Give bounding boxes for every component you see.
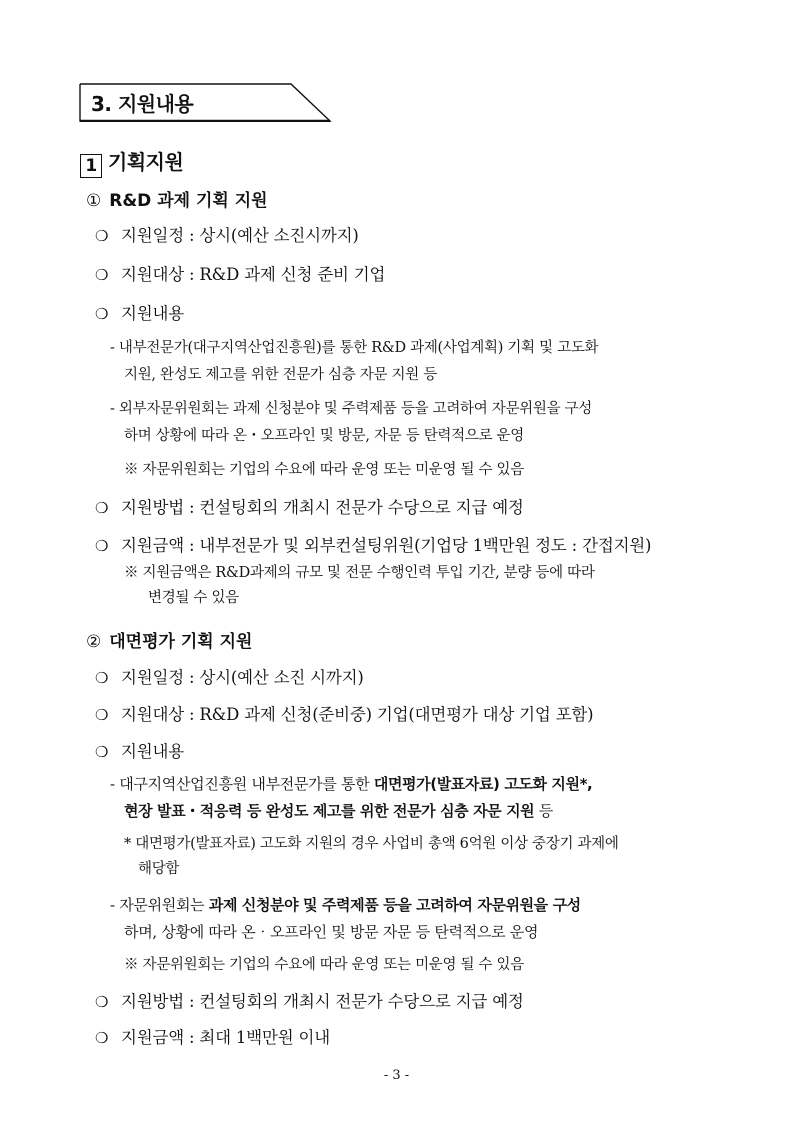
bullet-icon: ❍ <box>95 305 109 323</box>
section-header-box <box>79 83 331 121</box>
part1-content-label: 지원내용 <box>121 304 184 323</box>
subsection-number-box: 1 <box>80 154 102 178</box>
bullet-icon: ❍ <box>95 266 109 284</box>
part2-dash2-emphasis-b: 과제 신청분야 및 주력제품 등을 고려하여 자문위원을 구성 <box>208 896 581 914</box>
part1-number: ① <box>86 191 102 211</box>
bullet-icon: ❍ <box>95 227 109 245</box>
part2-schedule-text: 지원일정 : 상시(예산 소진 시까지) <box>121 668 364 687</box>
part2-dash2-line1 <box>110 892 581 919</box>
part1-schedule-text: 지원일정 : 상시(예산 소진시까지) <box>121 226 359 245</box>
part2-target-text: 지원대상 : R&D 과제 신청(준비중) 기업(대면평가 대상 기업 포함) <box>121 705 594 724</box>
part2-method <box>95 988 524 1012</box>
part2-dash2-line2: 하며, 상황에 따라 온‧오프라인 및 방문 자문 등 탄력적으로 운영 <box>124 923 539 941</box>
part1-heading <box>86 186 268 211</box>
part1-schedule <box>95 222 359 246</box>
subsection-title: 기획지원 <box>108 150 184 174</box>
subsection-heading <box>80 146 183 178</box>
part1-target-text: 지원대상 : R&D 과제 신청 준비 기업 <box>121 265 386 284</box>
part1-dash2-line1: - 외부자문위원회는 과제 신청분야 및 주력제품 등을 고려하여 자문위원을 구성 <box>110 401 593 417</box>
part2-dash1-line2 <box>110 798 592 825</box>
part2-dash1-emphasis-c: 현장 발표・적응력 등 완성도 제고를 위한 전문가 심층 자문 지원 <box>124 802 535 820</box>
part1-content <box>95 300 184 324</box>
part2-note-star-line1: * 대면평가(발표자료) 고도화 지원의 경우 사업비 총액 6억원 이상 중장기 과제에 <box>124 836 619 852</box>
part1-note2 <box>124 561 595 611</box>
part2-method-text: 지원방법 : 컨설팅회의 개최시 전문가 수당으로 지급 예정 <box>121 992 524 1011</box>
part2-dash1-text-a: - 대구지역산업진흥원 내부전문가를 통한 <box>110 775 374 793</box>
part1-amount-text: 지원금액 : 내부전문가 및 외부컨설팅위원(기업당 1백만원 정도 : 간접지원) <box>121 536 652 555</box>
part1-note2-line1: ※ 지원금액은 R&D과제의 규모 및 전문 수행인력 투입 기간, 분량 등에 따라 <box>124 565 595 581</box>
bullet-icon: ❍ <box>95 993 109 1011</box>
part1-dash2 <box>110 396 592 450</box>
part2-content-label: 지원내용 <box>121 742 184 761</box>
part1-dash1-line1: - 내부전문가(대구지역산업진흥원)를 통한 R&D 과제(사업계획) 기획 및 고도화 <box>110 340 599 356</box>
part2-dash1-text-d: 등 <box>534 802 553 820</box>
part2-target <box>95 701 593 725</box>
part1-method <box>95 494 524 518</box>
part2-dash1 <box>110 771 592 825</box>
part2-dash1-line1 <box>110 771 592 798</box>
part1-title: R&D 과제 기획 지원 <box>109 191 268 211</box>
bullet-icon: ❍ <box>95 1029 109 1047</box>
part2-note-star <box>124 832 619 882</box>
part2-dash2 <box>110 892 581 946</box>
bullet-icon: ❍ <box>95 706 109 724</box>
part1-dash1 <box>110 335 598 389</box>
section-title: 3. 지원내용 <box>91 92 194 116</box>
page-number: - 3 - <box>383 1068 410 1083</box>
bullet-icon: ❍ <box>95 743 109 761</box>
part2-title: 대면평가 기획 지원 <box>109 632 253 652</box>
part2-note1: ※ 자문위원회는 기업의 수요에 따라 운영 또는 미운영 될 수 있음 <box>124 957 524 973</box>
part1-note1: ※ 자문위원회는 기업의 수요에 따라 운영 또는 미운영 될 수 있음 <box>124 462 524 478</box>
part2-note-star-line2: 해당함 <box>138 861 180 877</box>
part1-amount <box>95 532 651 556</box>
part1-dash1-line2: 지원, 완성도 제고를 위한 전문가 심층 자문 지원 등 <box>124 367 437 383</box>
part2-heading <box>86 627 252 652</box>
part2-content <box>95 738 184 762</box>
bullet-icon: ❍ <box>95 669 109 687</box>
part1-note2-line2: 변경될 수 있음 <box>148 590 239 606</box>
part1-dash2-line2: 하며 상황에 따라 온・오프라인 및 방문, 자문 등 탄력적으로 운영 <box>124 428 524 444</box>
part2-dash2-text-a: - 자문위원회는 <box>110 896 209 914</box>
part2-amount <box>95 1024 330 1048</box>
part2-schedule <box>95 664 364 688</box>
bullet-icon: ❍ <box>95 537 109 555</box>
part2-dash1-emphasis-b: 대면평가(발표자료) 고도화 지원*, <box>373 775 593 793</box>
part1-method-text: 지원방법 : 컨설팅회의 개최시 전문가 수당으로 지급 예정 <box>121 498 524 517</box>
part1-target <box>95 261 385 285</box>
bullet-icon: ❍ <box>95 499 109 517</box>
part2-amount-text: 지원금액 : 최대 1백만원 이내 <box>121 1028 330 1047</box>
part2-number: ② <box>86 632 102 652</box>
